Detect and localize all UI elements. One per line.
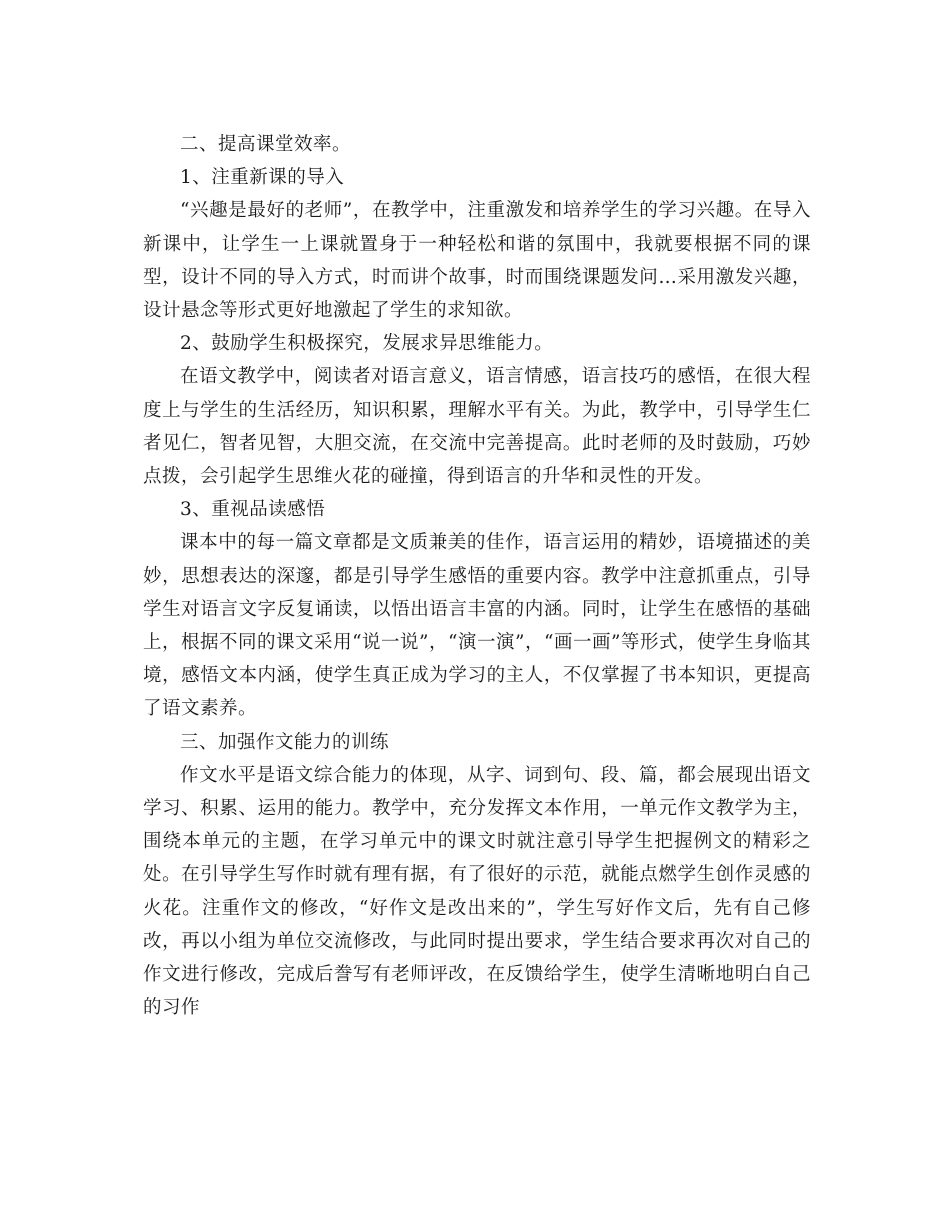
document-body [143,128,811,1024]
body-paragraph: 作文水平是语文综合能力的体现，从字、词到句、段、篇，都会展现出语文学习、积累、运用的能力。教学中，充分发挥文本作用，一单元作文教学为主，围绕本单元的主题，在学习单元中的课文时就注意引导学生把握例文的精彩之处。在引导学生写作时就有理有据，有了很好的示范，就能点燃学生创作灵感的火花。注重作文的修改，“好作文是改出来的”，学生写好作文后，先有自己修改，再以小组为单位交流修改，与此同时提出要求，学生结合要求再次对自己的作文进行修改，完成后誊写有老师评改，在反馈给学生，使学生清晰地明白自己的习作 [143,764,811,1019]
body-paragraph: 课本中的每一篇文章都是文质兼美的佳作，语言运用的精妙，语境描述的美妙，思想表达的深邃，都是引导学生感悟的重要内容。教学中注意抓重点，引导学生对语言文字反复诵读，以悟出语言丰富的内涵。同时，让学生在感悟的基础上，根据不同的课文采用“说一说”，“演一演”，“画一画”等形式，使学生身临其境，感悟文本内涵，使学生真正成为学习的主人，不仅掌握了书本知识，更提高了语文素养。 [143,532,811,720]
subsection-heading: 1、注重新课的导入 [180,167,345,189]
section-heading: 二、提高课堂效率。 [180,134,352,155]
body-paragraph: 在语文教学中，阅读者对语言意义，语言情感，语言技巧的感悟，在很大程度上与学生的生活经历，知识积累，理解水平有关。为此，教学中，引导学生仁者见仁，智者见智，大胆交流，在交流中完善提高。此时老师的及时鼓励，巧妙点拨，会引起学生思维火花的碰撞，得到语言的升华和灵性的开发。 [143,366,811,488]
section-heading: 三、加强作文能力的训练 [180,731,390,753]
subsection-heading: 3、重视品读感悟 [180,499,326,521]
subsection-heading: 2、鼓励学生积极探究，发展求异思维能力。 [180,333,554,355]
body-paragraph: “兴趣是最好的老师”，在教学中，注重激发和培养学生的学习兴趣。在导入新课中，让学生一上课就置身于一种轻松和谐的氛围中，我就要根据不同的课型，设计不同的导入方式，时而讲个故事，时而围绕课题发问…采用激发兴趣，设计悬念等形式更好地激起了学生的求知欲。 [143,200,811,322]
